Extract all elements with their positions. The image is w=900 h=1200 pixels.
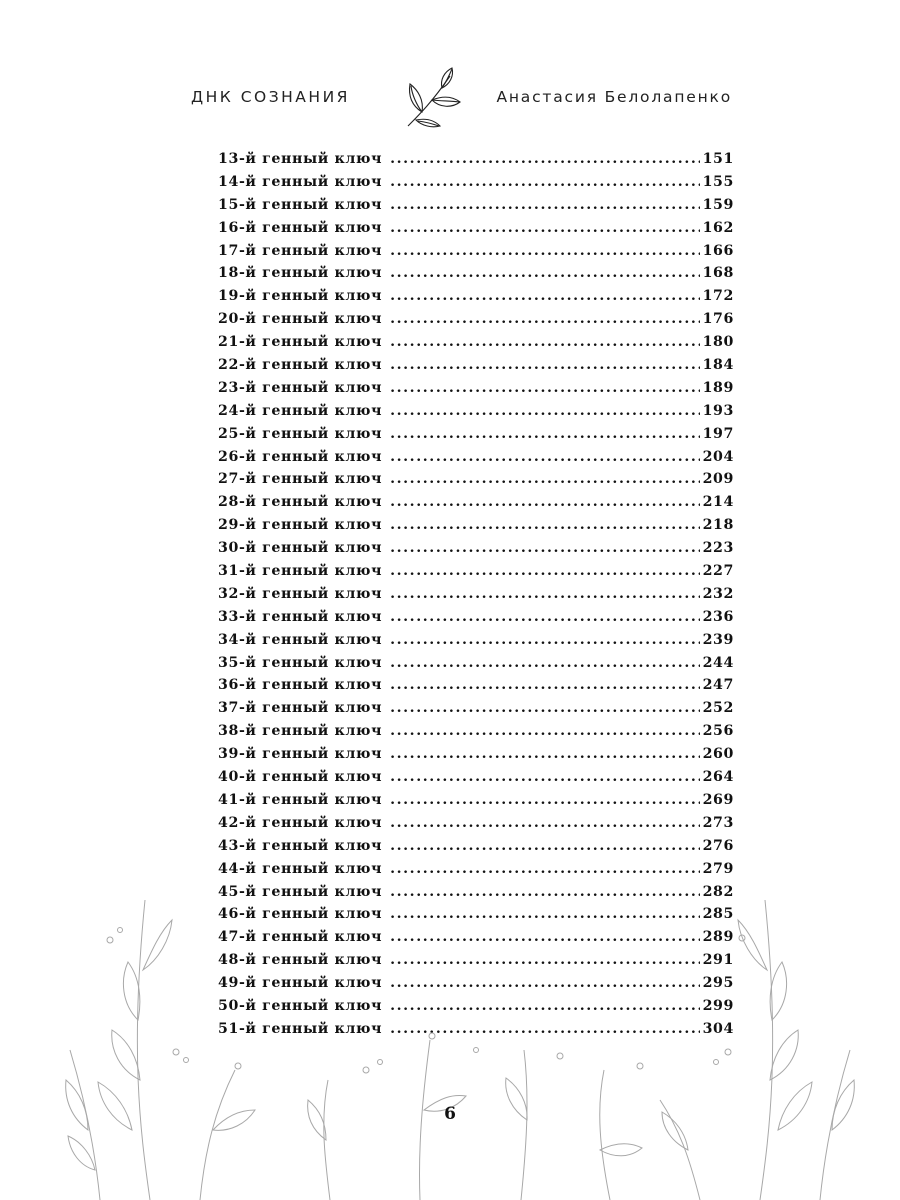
- leaf-sprig-icon: [402, 66, 464, 132]
- toc-entry-page: 273: [702, 814, 734, 831]
- toc-dot-leader: [390, 491, 700, 514]
- toc-entry: [218, 583, 734, 606]
- toc-dot-leader: [390, 285, 700, 308]
- page-number: 6: [444, 1104, 456, 1124]
- toc-entry: [218, 674, 734, 697]
- toc-entry-title: 27-й генный ключ: [218, 471, 383, 488]
- toc-entry: [218, 423, 734, 446]
- toc-entry-page: 285: [702, 906, 734, 923]
- author-name: Анастасия Белолапенко: [496, 88, 732, 106]
- toc-entry-page: 209: [702, 471, 734, 488]
- toc-entry-title: 41-й генный ключ: [218, 791, 383, 808]
- toc-entry-page: 166: [702, 242, 734, 259]
- toc-dot-leader: [390, 697, 700, 720]
- toc-entry: [218, 240, 734, 263]
- toc-dot-leader: [390, 331, 700, 354]
- toc-entry-title: 31-й генный ключ: [218, 563, 383, 580]
- toc-entry-title: 51-й генный ключ: [218, 1020, 383, 1037]
- toc-entry-title: 45-й генный ключ: [218, 883, 383, 900]
- toc-entry: [218, 629, 734, 652]
- toc-entry: [218, 514, 734, 537]
- toc-entry-title: 35-й генный ключ: [218, 654, 383, 671]
- toc-dot-leader: [390, 674, 700, 697]
- toc-dot-leader: [390, 720, 700, 743]
- toc-entry: [218, 537, 734, 560]
- toc-entry-page: 289: [702, 929, 734, 946]
- toc-dot-leader: [390, 217, 700, 240]
- toc-dot-leader: [390, 652, 700, 675]
- toc-entry-title: 38-й генный ключ: [218, 723, 383, 740]
- toc-entry-page: 193: [702, 402, 734, 419]
- toc-entry-page: 295: [702, 975, 734, 992]
- toc-entry-title: 16-й генный ключ: [218, 219, 383, 236]
- toc-dot-leader: [390, 308, 700, 331]
- toc-dot-leader: [390, 400, 700, 423]
- toc-entry: [218, 377, 734, 400]
- toc-dot-leader: [390, 377, 700, 400]
- toc-entry-title: 36-й генный ключ: [218, 677, 383, 694]
- toc-entry: [218, 743, 734, 766]
- toc-entry-title: 18-й генный ключ: [218, 265, 383, 282]
- toc-entry-title: 34-й генный ключ: [218, 631, 383, 648]
- toc-dot-leader: [390, 858, 700, 881]
- toc-entry: [218, 308, 734, 331]
- toc-entry: [218, 400, 734, 423]
- toc-entry-title: 19-й генный ключ: [218, 288, 383, 305]
- toc-entry-page: 247: [702, 677, 734, 694]
- toc-entry-page: 159: [702, 196, 734, 213]
- toc-entry-title: 15-й генный ключ: [218, 196, 383, 213]
- toc-entry-title: 26-й генный ключ: [218, 448, 383, 465]
- toc-entry: [218, 652, 734, 675]
- toc-entry-page: 223: [702, 540, 734, 557]
- toc-entry: [218, 606, 734, 629]
- toc-entry: [218, 171, 734, 194]
- toc-entry-title: 39-й генный ключ: [218, 746, 383, 763]
- toc-entry-title: 13-й генный ключ: [218, 151, 383, 167]
- toc-entry-page: 227: [702, 563, 734, 580]
- botanical-line-art-icon: [0, 880, 900, 1200]
- toc-entry: [218, 491, 734, 514]
- toc-entry-title: 30-й генный ключ: [218, 540, 383, 557]
- toc-entry-page: 276: [702, 837, 734, 854]
- toc-dot-leader: [390, 354, 700, 377]
- toc-entry-title: 14-й генный ключ: [218, 173, 383, 190]
- toc-dot-leader: [390, 171, 700, 194]
- toc-entry-page: 236: [702, 608, 734, 625]
- toc-dot-leader: [390, 148, 700, 171]
- toc-entry-page: 184: [702, 357, 734, 374]
- toc-entry: [218, 194, 734, 217]
- toc-dot-leader: [390, 606, 700, 629]
- toc-entry: [218, 789, 734, 812]
- book-title: ДНК СОЗНАНИЯ: [191, 88, 350, 106]
- toc-entry-page: 244: [702, 654, 734, 671]
- toc-entry-page: 299: [702, 997, 734, 1014]
- toc-entry-title: 47-й генный ключ: [218, 929, 383, 946]
- toc-entry-title: 28-й генный ключ: [218, 494, 383, 511]
- toc-entry-page: 155: [702, 173, 734, 190]
- toc-entry-title: 49-й генный ключ: [218, 975, 383, 992]
- toc-entry: [218, 285, 734, 308]
- toc-entry-title: 23-й генный ключ: [218, 379, 383, 396]
- toc-entry-title: 25-й генный ключ: [218, 425, 383, 442]
- toc-entry-page: 172: [702, 288, 734, 305]
- toc-entry-page: 269: [702, 791, 734, 808]
- toc-entry-page: 256: [702, 723, 734, 740]
- toc-entry-title: 42-й генный ключ: [218, 814, 383, 831]
- toc-entry: [218, 331, 734, 354]
- toc-entry-page: 180: [702, 334, 734, 351]
- toc-entry-page: 239: [702, 631, 734, 648]
- toc-entry: [218, 858, 734, 881]
- toc-entry-title: 24-й генный ключ: [218, 402, 383, 419]
- toc-dot-leader: [390, 468, 700, 491]
- toc-entry-page: 204: [702, 448, 734, 465]
- toc-entry-title: 20-й генный ключ: [218, 311, 383, 328]
- toc-entry-page: 168: [702, 265, 734, 282]
- toc-dot-leader: [390, 629, 700, 652]
- toc-entry-title: 17-й генный ключ: [218, 242, 383, 259]
- toc-entry-page: 214: [702, 494, 734, 511]
- toc-entry-page: 291: [702, 952, 734, 969]
- toc-entry-page: 279: [702, 860, 734, 877]
- toc-entry: [218, 354, 734, 377]
- toc-dot-leader: [390, 262, 700, 285]
- toc-entry-title: 43-й генный ключ: [218, 837, 383, 854]
- toc-dot-leader: [390, 835, 700, 858]
- toc-entry: [218, 560, 734, 583]
- toc-entry: [218, 262, 734, 285]
- toc-dot-leader: [390, 789, 700, 812]
- toc-entry: [218, 766, 734, 789]
- toc-entry-title: 32-й генный ключ: [218, 585, 383, 602]
- toc-entry: [218, 148, 734, 171]
- toc-dot-leader: [390, 812, 700, 835]
- toc-entry-title: 21-й генный ключ: [218, 334, 383, 351]
- toc-entry-page: 232: [702, 585, 734, 602]
- toc-entry-title: 44-й генный ключ: [218, 860, 383, 877]
- toc-entry-title: 37-й генный ключ: [218, 700, 383, 717]
- toc-dot-leader: [390, 743, 700, 766]
- toc-entry-page: 260: [702, 746, 734, 763]
- toc-entry-title: 33-й генный ключ: [218, 608, 383, 625]
- toc-dot-leader: [390, 194, 700, 217]
- toc-entry: [218, 812, 734, 835]
- toc-dot-leader: [390, 240, 700, 263]
- toc-entry: [218, 697, 734, 720]
- toc-dot-leader: [390, 423, 700, 446]
- toc-entry-page: 176: [702, 311, 734, 328]
- toc-entry-page: 304: [702, 1020, 734, 1037]
- toc-dot-leader: [390, 583, 700, 606]
- toc-dot-leader: [390, 514, 700, 537]
- toc-entry: [218, 720, 734, 743]
- toc-entry-page: 197: [702, 425, 734, 442]
- toc-entry-title: 48-й генный ключ: [218, 952, 383, 969]
- toc-dot-leader: [390, 766, 700, 789]
- toc-entry: [218, 217, 734, 240]
- toc-entry-page: 252: [702, 700, 734, 717]
- toc-entry-page: 264: [702, 769, 734, 786]
- toc-dot-leader: [390, 560, 700, 583]
- toc-entry-title: 22-й генный ключ: [218, 357, 383, 374]
- toc-entry-title: 29-й генный ключ: [218, 517, 383, 534]
- toc-entry: [218, 446, 734, 469]
- toc-entry: [218, 835, 734, 858]
- toc-dot-leader: [390, 446, 700, 469]
- toc-entry-title: 40-й генный ключ: [218, 769, 383, 786]
- toc-dot-leader: [390, 537, 700, 560]
- toc-entry-page: 189: [702, 379, 734, 396]
- toc-entry-title: 46-й генный ключ: [218, 906, 383, 923]
- toc-entry-page: 162: [702, 219, 734, 236]
- toc-entry-page: 218: [702, 517, 734, 534]
- toc-entry: [218, 468, 734, 491]
- toc-entry-page: 282: [702, 883, 734, 900]
- toc-entry-page: 151: [702, 151, 734, 167]
- toc-entry-title: 50-й генный ключ: [218, 997, 383, 1014]
